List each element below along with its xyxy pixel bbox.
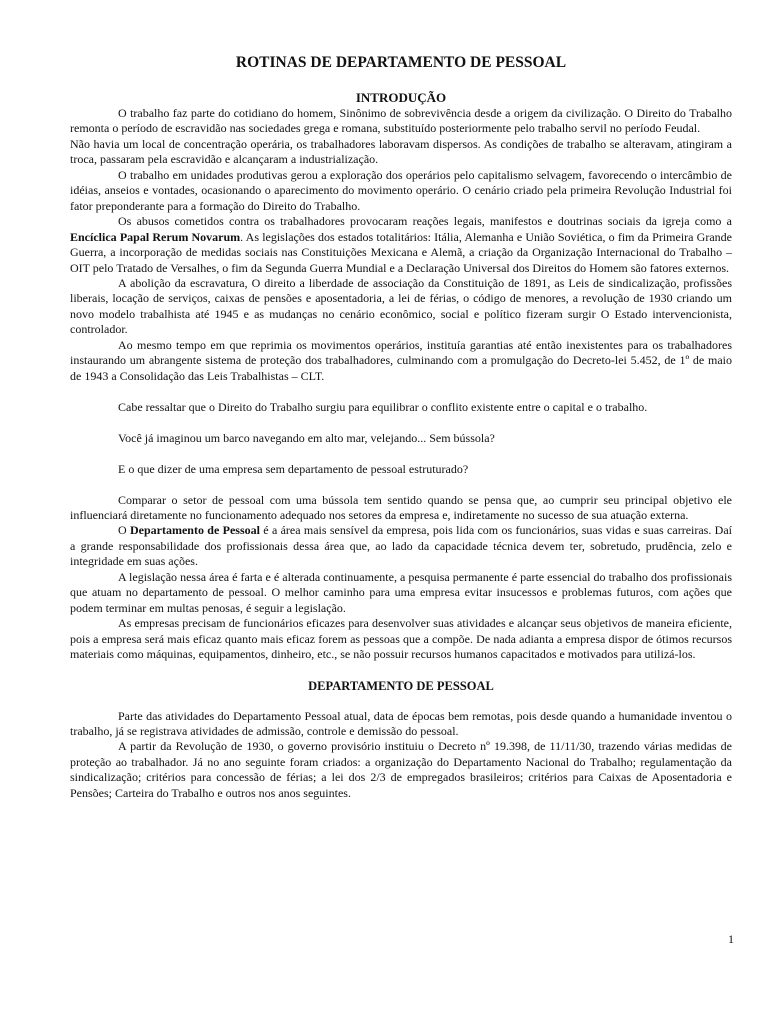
paragraph-text: Ao mesmo tempo em que reprimia os movimentos operários, instituía garantias até então inexistentes para os trabalhadores instaurando um abrangente sistema de proteção dos trabalhadores, culminando com a promulgação do Decreto-lei 5.452, de 1º de maio de 1943 a Consolidação das Leis Trabalhistas – CLT.	[70, 337, 732, 383]
paragraph-text: Os abusos cometidos contra os trabalhadores provocaram reações legais, manifestos e doutrinas sociais da igreja como a	[118, 214, 732, 229]
paragraph	[70, 523, 732, 569]
paragraph-text: O	[118, 523, 130, 538]
paragraph	[70, 400, 732, 415]
paragraph-text: As empresas precisam de funcionários eficazes para desenvolver suas atividades e alcançar seus objetivos de maneira eficiente, pois a empresa será mais eficaz quanto mais eficaz forem as pessoas que a compõe. De nada adianta a empresa dispor de ótimos recursos materiais como máquinas, equipamentos, dinheiro, etc., se não possuir recursos humanos capacitados e motivados para utilizá-los.	[70, 616, 732, 662]
paragraph	[70, 709, 732, 740]
document-title: ROTINAS DE DEPARTAMENTO DE PESSOAL	[235, 54, 567, 71]
paragraph	[70, 739, 732, 801]
paragraph	[70, 462, 732, 477]
paragraph	[70, 214, 732, 276]
paragraph-text: Você já imaginou um barco navegando em alto mar, velejando... Sem bússola?	[118, 430, 495, 445]
paragraph	[70, 106, 732, 137]
section-heading-departamento: DEPARTAMENTO DE PESSOAL	[308, 678, 494, 693]
paragraph	[70, 276, 732, 338]
paragraph-text: . As legislações dos estados totalitários: Itália, Alemanha e União Soviética, o fim da Primeira Grande Guerra, a incorporação de medidas sociais nas Constituições Mexicana e Alemã, a criação da Organização Internacional do Trabalho – OIT pelo Tratado de Versalhes, o fim da Segunda Guerra Mundial e a Declaração Universal dos Direitos do Homem são fatores externos.	[70, 229, 732, 275]
paragraph	[70, 168, 732, 214]
paragraph-text: O trabalho em unidades produtivas gerou a exploração dos operários pelo capitalismo selvagem, favorecendo o intercâmbio de idéias, anseios e vontades, ocasionando o aparecimento do movimento operário. O cenário criado pela primeira Revolução Industrial foi fator preponderante para a formação do Direito do Trabalho.	[70, 167, 732, 213]
paragraph	[70, 338, 732, 384]
paragraph	[70, 570, 732, 616]
paragraph-text: E o que dizer de uma empresa sem departamento de pessoal estruturado?	[118, 461, 469, 476]
section-heading-introducao: INTRODUÇÃO	[355, 90, 447, 105]
paragraph	[70, 431, 732, 446]
paragraph-text: é a área mais sensível da empresa, pois lida com os funcionários, suas vidas e suas carreiras. Daí a grande responsabilidade dos profissionais dessa área que, ao lado da capacidade técnica devem ter, sobretudo, prudência, zelo e integridade em suas ações.	[70, 523, 732, 569]
paragraph	[70, 493, 732, 524]
paragraph	[70, 137, 732, 168]
paragraph-text: Não havia um local de concentração operária, os trabalhadores laboravam dispersos. As condições de trabalho se alteravam, atingiram a troca, passaram pela escravidão e alcançaram a industrialização.	[70, 136, 732, 167]
paragraph	[70, 616, 732, 662]
paragraph-text: Comparar o setor de pessoal com uma bússola tem sentido quando se pensa que, ao cumprir seu principal objetivo ele influenciará diretamente no funcionamento adequado nos setores da empresa e, indiretamente no sucesso de sua atuação externa.	[70, 492, 732, 522]
paragraph-text: A partir da Revolução de 1930, o governo provisório instituiu o Decreto nº 19.398, de 11/11/30, trazendo várias medidas de proteção ao trabalhador. Já no ano seguinte foram criados: a organização do Departamento Nacional do Trabalho; regulamentação da sindicalização; critérios para concessão de férias; a lei dos 2/3 de empregados brasileiros; critérios para Caixas de Aposentadoria e Pensões; Carteira do Trabalho e outros nos anos seguintes.	[70, 739, 732, 800]
document-body	[70, 54, 732, 801]
bold-term-enciclica: Encíclica Papal Rerum Novarum	[70, 229, 241, 244]
paragraph-text: Parte das atividades do Departamento Pessoal atual, data de épocas bem remotas, pois desde quando a humanidade inventou o trabalho, já se registrava atividades de admissão, controle e demissão do pessoal.	[70, 708, 732, 738]
bold-term-departamento: Departamento de Pessoal	[130, 523, 260, 538]
paragraph-text: A legislação nessa área é farta e é alterada continuamente, a pesquisa permanente é parte essencial do trabalho dos profissionais que atuam no departamento de pessoal. O melhor caminho para uma empresa evitar insucessos e problemas futuros, com ações que podem terminar em multas penosas, é seguir a legislação.	[70, 569, 732, 615]
paragraph-text: O trabalho faz parte do cotidiano do homem, Sinônimo de sobrevivência desde a origem da civilização. O Direito do Trabalho remonta o período de escravidão nas sociedades grega e romana, substituído posteriormente pelo trabalho servil no período Feudal.	[70, 106, 732, 136]
paragraph-text: Cabe ressaltar que o Direito do Trabalho surgiu para equilibrar o conflito existente entre o capital e o trabalho.	[118, 399, 648, 414]
page-number: 1	[728, 932, 734, 946]
paragraph-text: A abolição da escravatura, O direito a liberdade de associação da Constituição de 1891, as Leis de sindicalização, profissões liberais, locação de serviços, caixas de pensões e aposentadoria, a lei de férias, o código de menores, a revolução de 1930 criando um novo modelo trabalhista até 1945 e as mudanças no cenário econômico, social e político fizeram surgir O Estado intervencionista, controlador.	[70, 275, 732, 337]
